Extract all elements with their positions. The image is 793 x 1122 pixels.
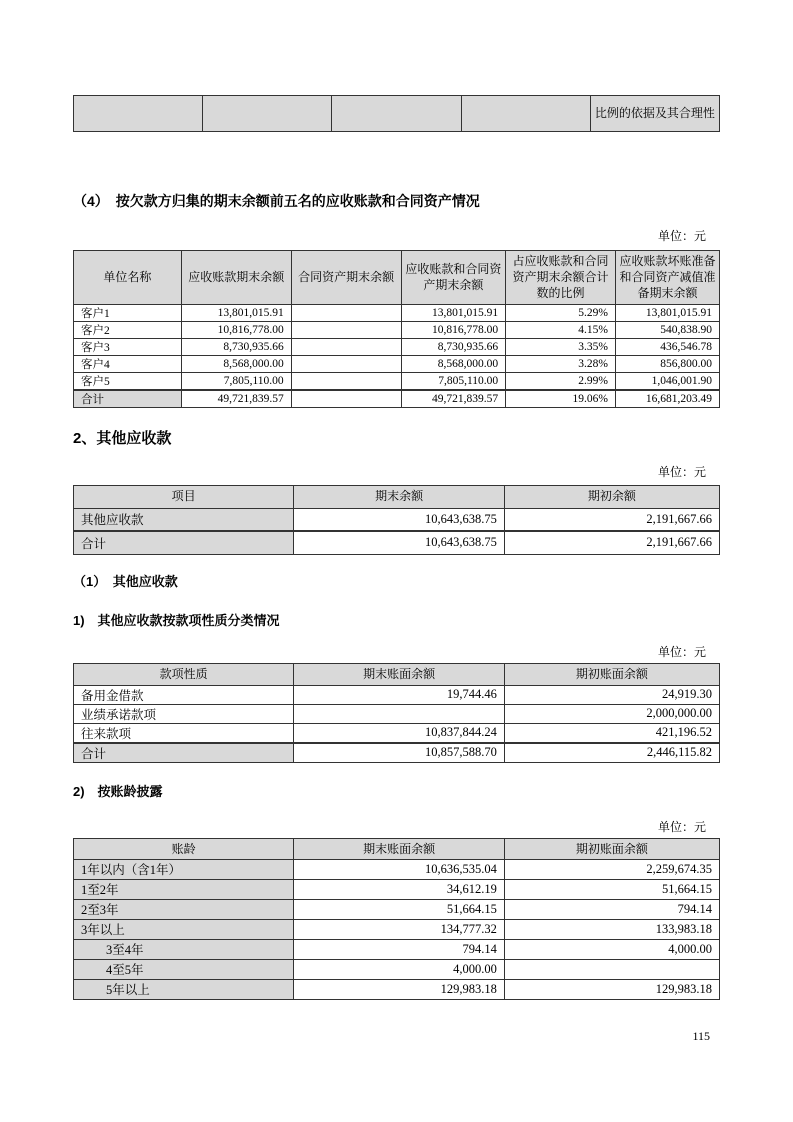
table-total-row xyxy=(74,531,720,554)
column-header: 期初账面余额 xyxy=(504,663,719,685)
cell-value: 51,664.15 xyxy=(504,879,719,899)
cell-value: 2,259,674.35 xyxy=(504,859,719,879)
cell-value: 8,568,000.00 xyxy=(181,355,291,372)
cell-value: 2,446,115.82 xyxy=(504,743,719,763)
carryover-table xyxy=(73,95,720,132)
table-row xyxy=(74,723,720,743)
cell-value: 10,643,638.75 xyxy=(294,508,505,531)
unit-label: 单位：元 xyxy=(657,819,706,834)
cell-value: 13,801,015.91 xyxy=(615,304,719,321)
cell-value: 10,837,844.24 xyxy=(294,723,505,743)
cell-nature: 业绩承诺款项 xyxy=(74,704,294,723)
cell-aging-bucket: 1年以内（含1年） xyxy=(74,859,294,879)
cell-value: 7,805,110.00 xyxy=(181,372,291,390)
cell-value xyxy=(291,338,401,355)
table-row xyxy=(74,939,720,959)
subsection-heading-other-receivables: （1） 其他应收款 xyxy=(73,573,178,589)
section-heading-other-receivables: 2、其他应收款 xyxy=(73,429,172,447)
table-row xyxy=(74,321,720,338)
cell-value: 10,643,638.75 xyxy=(294,531,505,554)
cell-value: 49,721,839.57 xyxy=(181,390,291,408)
cell-value: 436,546.78 xyxy=(615,338,719,355)
cell-customer-name: 客户1 xyxy=(74,304,182,321)
section-heading-top-five-receivables: （4） 按欠款方归集的期末余额前五名的应收账款和合同资产情况 xyxy=(73,193,480,209)
cell-value: 19,744.46 xyxy=(294,685,505,704)
cell-customer-name: 客户5 xyxy=(74,372,182,390)
table-row xyxy=(74,979,720,999)
carryover-cell xyxy=(332,96,461,132)
carryover-cell xyxy=(461,96,590,132)
table-row xyxy=(74,959,720,979)
cell-value: 4,000.00 xyxy=(294,959,505,979)
cell-value: 13,801,015.91 xyxy=(401,304,506,321)
table-row xyxy=(74,355,720,372)
cell-value: 16,681,203.49 xyxy=(615,390,719,408)
cell-value: 10,857,588.70 xyxy=(294,743,505,763)
subsection-heading-aging-disclosure: 2) 按账龄披露 xyxy=(73,783,163,799)
cell-value: 3.28% xyxy=(506,355,616,372)
cell-value: 8,568,000.00 xyxy=(401,355,506,372)
cell-value xyxy=(291,390,401,408)
cell-value xyxy=(294,704,505,723)
column-header: 合同资产期末余额 xyxy=(291,251,401,305)
table-header-row xyxy=(74,838,720,859)
cell-value: 2,191,667.66 xyxy=(504,508,719,531)
cell-value: 129,983.18 xyxy=(504,979,719,999)
column-header: 应收账款和合同资产期末余额 xyxy=(401,251,506,305)
cell-value: 5.29% xyxy=(506,304,616,321)
cell-value: 34,612.19 xyxy=(294,879,505,899)
page-number: 115 xyxy=(692,1028,710,1043)
cell-value xyxy=(291,372,401,390)
cell-value: 134,777.32 xyxy=(294,919,505,939)
cell-value xyxy=(504,959,719,979)
table-total-row xyxy=(74,390,720,408)
cell-value: 10,816,778.00 xyxy=(181,321,291,338)
cell-customer-name: 客户4 xyxy=(74,355,182,372)
aging-analysis-table xyxy=(73,838,720,1000)
cell-value: 133,983.18 xyxy=(504,919,719,939)
cell-nature: 往来款项 xyxy=(74,723,294,743)
carryover-cell xyxy=(203,96,332,132)
cell-value: 2.99% xyxy=(506,372,616,390)
cell-item-name: 其他应收款 xyxy=(74,508,294,531)
cell-value: 3.35% xyxy=(506,338,616,355)
other-receivables-summary-table xyxy=(73,485,720,555)
table-header-row xyxy=(74,251,720,305)
table-row xyxy=(74,372,720,390)
cell-total-label: 合计 xyxy=(74,390,182,408)
cell-value: 4.15% xyxy=(506,321,616,338)
cell-value: 2,191,667.66 xyxy=(504,531,719,554)
subsection-heading-nature-classification: 1) 其他应收款按款项性质分类情况 xyxy=(73,612,280,628)
cell-aging-bucket: 3年以上 xyxy=(74,919,294,939)
column-header: 款项性质 xyxy=(74,663,294,685)
top-five-receivables-table xyxy=(73,250,720,408)
cell-value: 794.14 xyxy=(504,899,719,919)
cell-aging-bucket: 1至2年 xyxy=(74,879,294,899)
column-header: 期初余额 xyxy=(504,485,719,508)
column-header: 项目 xyxy=(74,485,294,508)
table-row xyxy=(74,879,720,899)
table-row xyxy=(74,859,720,879)
table-header-row xyxy=(74,485,720,508)
column-header: 期末账面余额 xyxy=(294,838,505,859)
cell-value: 4,000.00 xyxy=(504,939,719,959)
table-row xyxy=(74,338,720,355)
cell-value: 8,730,935.66 xyxy=(181,338,291,355)
unit-label: 单位：元 xyxy=(657,644,706,659)
cell-value: 540,838.90 xyxy=(615,321,719,338)
cell-value: 421,196.52 xyxy=(504,723,719,743)
cell-customer-name: 客户2 xyxy=(74,321,182,338)
column-header: 应收账款坏账准备和合同资产减值准备期末余额 xyxy=(615,251,719,305)
cell-value: 10,636,535.04 xyxy=(294,859,505,879)
cell-value: 13,801,015.91 xyxy=(181,304,291,321)
cell-value: 1,046,001.90 xyxy=(615,372,719,390)
table-row xyxy=(74,508,720,531)
cell-value xyxy=(291,321,401,338)
cell-value: 24,919.30 xyxy=(504,685,719,704)
unit-label: 单位：元 xyxy=(657,464,706,479)
column-header: 占应收账款和合同资产期末余额合计数的比例 xyxy=(506,251,616,305)
cell-nature: 备用金借款 xyxy=(74,685,294,704)
cell-value xyxy=(291,304,401,321)
column-header: 账龄 xyxy=(74,838,294,859)
cell-value: 49,721,839.57 xyxy=(401,390,506,408)
column-header: 应收账款期末余额 xyxy=(181,251,291,305)
cell-value: 129,983.18 xyxy=(294,979,505,999)
table-row xyxy=(74,685,720,704)
cell-value: 8,730,935.66 xyxy=(401,338,506,355)
column-header: 期初账面余额 xyxy=(504,838,719,859)
cell-value: 856,800.00 xyxy=(615,355,719,372)
cell-aging-bucket: 2至3年 xyxy=(74,899,294,919)
table-row xyxy=(74,304,720,321)
cell-value xyxy=(291,355,401,372)
cell-aging-sub-bucket: 5年以上 xyxy=(74,979,294,999)
cell-customer-name: 客户3 xyxy=(74,338,182,355)
table-row xyxy=(74,96,720,132)
column-header: 期末账面余额 xyxy=(294,663,505,685)
cell-total-label: 合计 xyxy=(74,743,294,763)
table-row xyxy=(74,919,720,939)
nature-classification-table xyxy=(73,663,720,763)
table-header-row xyxy=(74,663,720,685)
cell-value: 10,816,778.00 xyxy=(401,321,506,338)
cell-total-label: 合计 xyxy=(74,531,294,554)
column-header: 期末余额 xyxy=(294,485,505,508)
cell-value: 51,664.15 xyxy=(294,899,505,919)
table-row xyxy=(74,899,720,919)
carryover-cell xyxy=(74,96,203,132)
table-row xyxy=(74,704,720,723)
cell-value: 2,000,000.00 xyxy=(504,704,719,723)
unit-label: 单位：元 xyxy=(657,229,706,243)
cell-aging-sub-bucket: 3至4年 xyxy=(74,939,294,959)
cell-value: 19.06% xyxy=(506,390,616,408)
cell-value: 7,805,110.00 xyxy=(401,372,506,390)
carryover-cell: 比例的依据及其合理性 xyxy=(590,96,719,132)
table-total-row xyxy=(74,743,720,763)
column-header: 单位名称 xyxy=(74,251,182,305)
cell-value: 794.14 xyxy=(294,939,505,959)
cell-aging-sub-bucket: 4至5年 xyxy=(74,959,294,979)
